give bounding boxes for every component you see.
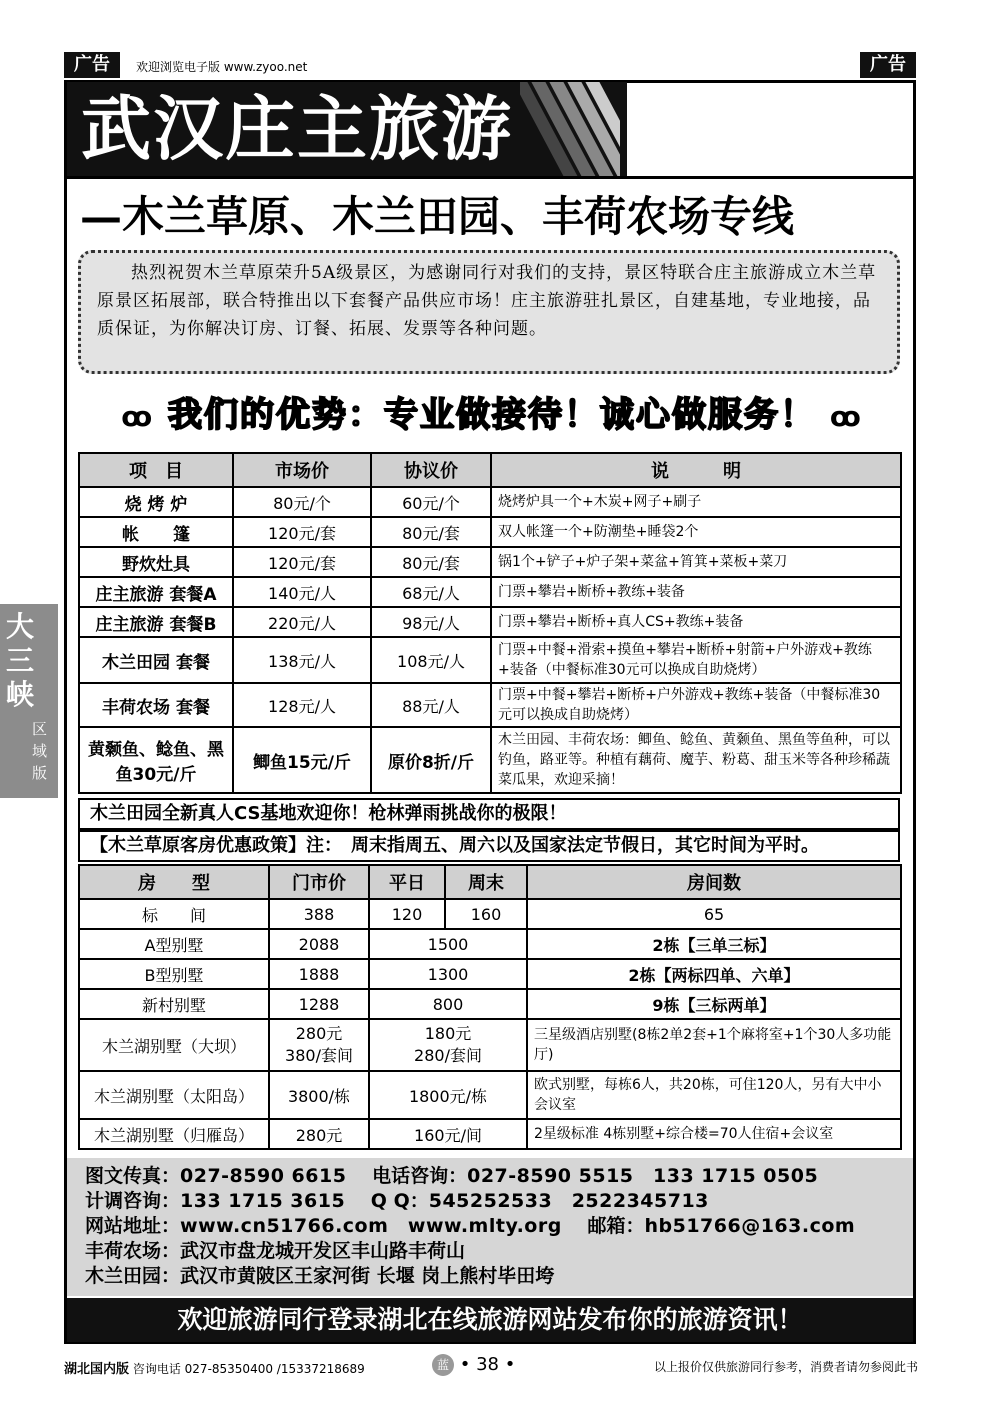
footer-disclaimer: 以上报价仅供旅游同行参考，消费者请勿参阅此书 xyxy=(653,1360,918,1374)
room-price: 1800元/栋 xyxy=(369,1071,527,1119)
room-rack: 388 xyxy=(269,899,369,929)
room-type: B型别墅 xyxy=(79,959,269,989)
deal-price: 60元/个 xyxy=(371,487,491,517)
item-desc: 门票+中餐+攀岩+断桥+户外游戏+教练+装备（中餐标准30元可以换成自助烧烤） xyxy=(491,683,901,727)
website-link[interactable]: www.cn51766.com www.mlty.org xyxy=(180,1215,562,1237)
room-rack: 1888 xyxy=(269,959,369,989)
col-header-weekend: 周末 xyxy=(445,865,527,899)
contact-line-fenghe xyxy=(85,1239,895,1264)
table-row xyxy=(79,607,901,637)
table-row xyxy=(79,577,901,607)
item-name: 庄主旅游 套餐A xyxy=(79,577,233,607)
fax-label: 图文传真： xyxy=(85,1165,181,1187)
contact-line-web xyxy=(85,1214,895,1239)
room-count: 三星级酒店别墅(8栋2单2套+1个麻将室+1个30人多功能厅) xyxy=(527,1019,901,1071)
header-url: 欢迎浏览电子版 www.zyoo.net xyxy=(136,60,308,74)
phone-number: 027-8590 5515 133 1715 0505 xyxy=(467,1165,819,1187)
bottom-banner: 欢迎旅游同行登录湖北在线旅游网站发布你的旅游资讯！ xyxy=(67,1298,913,1342)
col-header-item: 项 目 xyxy=(79,453,233,487)
room-rack: 2088 xyxy=(269,929,369,959)
room-type: 木兰湖别墅（归雁岛） xyxy=(79,1119,269,1149)
room-rack: 1288 xyxy=(269,989,369,1019)
deal-price: 80元/套 xyxy=(371,517,491,547)
col-header-room-type: 房 型 xyxy=(79,865,269,899)
item-desc: 门票+攀岩+断桥+真人CS+教练+装备 xyxy=(491,607,901,637)
market-price: 鲫鱼15元/斤 xyxy=(233,727,371,793)
deal-price: 80元/套 xyxy=(371,547,491,577)
room-type: 木兰湖别墅（大坝） xyxy=(79,1019,269,1071)
item-desc: 锅1个+铲子+炉子架+菜盆+筲箕+菜板+菜刀 xyxy=(491,547,901,577)
contact-line-fax xyxy=(85,1164,895,1189)
item-name: 黄颡鱼、鲶鱼、黑鱼30元/斤 xyxy=(79,727,233,793)
fenghe-label: 丰荷农场： xyxy=(85,1240,181,1262)
mulan-address: 武汉市黄陂区王家河街 长堰 岗上熊村毕田垮 xyxy=(180,1265,555,1287)
market-price: 138元/人 xyxy=(233,637,371,683)
col-header-market: 市场价 xyxy=(233,453,371,487)
table-row xyxy=(79,547,901,577)
room-count: 欧式别墅，每栋6人，共20栋，可住120人，另有大中小会议室 xyxy=(527,1071,901,1119)
room-count: 9栋【三标两单】 xyxy=(527,989,901,1019)
item-name: 庄主旅游 套餐B xyxy=(79,607,233,637)
table-row xyxy=(79,1019,901,1071)
room-type: A型别墅 xyxy=(79,929,269,959)
col-header-rack: 门市价 xyxy=(269,865,369,899)
mulan-label: 木兰田园： xyxy=(85,1265,181,1287)
market-price: 128元/人 xyxy=(233,683,371,727)
policy-banner: 【木兰草原客房优惠政策】注： 周末指周五、周六以及国家法定节假日，其它时间为平时。 xyxy=(78,830,900,862)
table-row xyxy=(79,517,901,547)
slogan xyxy=(74,390,910,440)
room-price: 800 xyxy=(369,989,527,1019)
price-table-header xyxy=(79,453,901,487)
item-name: 野炊灶具 xyxy=(79,547,233,577)
item-desc: 双人帐篷一个+防潮垫+睡袋2个 xyxy=(491,517,901,547)
item-name: 木兰田园 套餐 xyxy=(79,637,233,683)
room-price: 160元/间 xyxy=(369,1119,527,1149)
table-row xyxy=(79,899,901,929)
coord-number: 133 1715 3615 xyxy=(180,1190,346,1212)
room-count: 2栋【三单三标】 xyxy=(527,929,901,959)
item-desc: 门票+中餐+滑索+摸鱼+攀岩+断桥+射箭+户外游戏+教练+装备（中餐标准30元可以换成自助烧烤） xyxy=(491,637,901,683)
room-type: 木兰湖别墅（太阳岛） xyxy=(79,1071,269,1119)
col-header-weekday: 平日 xyxy=(369,865,445,899)
side-tab-title: 大三峡 xyxy=(6,610,35,711)
web-label: 网站地址： xyxy=(85,1215,181,1237)
contact-block xyxy=(67,1158,913,1296)
table-row xyxy=(79,1119,901,1149)
slogan-text: 我们的优势：专业做接待！诚心做服务！ xyxy=(168,395,816,435)
room-rack: 3800/栋 xyxy=(269,1071,369,1119)
table-row xyxy=(79,959,901,989)
room-price: 1300 xyxy=(369,959,527,989)
coord-label: 计调咨询： xyxy=(85,1190,181,1212)
item-desc: 烧烤炉具一个+木炭+网子+刷子 xyxy=(491,487,901,517)
edition-badge-icon: 蓝 xyxy=(432,1354,454,1376)
market-price: 120元/套 xyxy=(233,517,371,547)
fax-number: 027-8590 6615 xyxy=(180,1165,347,1187)
room-rack: 280元 380/套间 xyxy=(269,1019,369,1071)
table-row xyxy=(79,989,901,1019)
deal-price: 108元/人 xyxy=(371,637,491,683)
room-type: 标 间 xyxy=(79,899,269,929)
market-price: 140元/人 xyxy=(233,577,371,607)
room-weekend: 160 xyxy=(445,899,527,929)
table-row xyxy=(79,487,901,517)
curl-left-icon: ꝏ xyxy=(121,400,155,433)
side-tab xyxy=(0,604,58,798)
contact-line-mulan xyxy=(85,1264,895,1289)
email-link[interactable]: hb51766@163.com xyxy=(644,1215,856,1237)
room-price: 180元 280/套间 xyxy=(369,1019,527,1071)
price-table xyxy=(78,452,902,794)
col-header-desc: 说 明 xyxy=(491,453,901,487)
item-name: 丰荷农场 套餐 xyxy=(79,683,233,727)
room-table-header xyxy=(79,865,901,899)
item-name: 帐 篷 xyxy=(79,517,233,547)
curl-right-icon: ꝏ xyxy=(829,400,863,433)
contact-line-coord xyxy=(85,1189,895,1214)
table-row xyxy=(79,1071,901,1119)
room-count: 2栋【两标四单、六单】 xyxy=(527,959,901,989)
footer-edition: 湖北国内版 xyxy=(64,1362,130,1377)
mail-label: 邮箱： xyxy=(587,1215,645,1237)
room-rack: 280元 xyxy=(269,1119,369,1149)
page-title: 武汉庄主旅游 xyxy=(67,82,627,176)
fenghe-address: 武汉市盘龙城开发区丰山路丰荷山 xyxy=(180,1240,466,1262)
phone-label: 电话咨询： xyxy=(372,1165,468,1187)
qq-number: 545252533 2522345713 xyxy=(428,1190,709,1212)
market-price: 80元/个 xyxy=(233,487,371,517)
intro-text: 热烈祝贺木兰草原荣升5A级景区，为感谢同行对我们的支持，景区特联合庄主旅游成立木兰草原景区拓展部，联合特推出以下套餐产品供应市场！庄主旅游驻扎景区，自建基地，专业地接，品质保证，为你解决订房、订餐、拓展、发票等各种问题。 xyxy=(78,250,900,374)
col-header-count: 房间数 xyxy=(527,865,901,899)
qq-label: Q Q： xyxy=(370,1190,429,1212)
col-header-deal: 协议价 xyxy=(371,453,491,487)
table-row xyxy=(79,683,901,727)
page-number: 38 xyxy=(476,1354,499,1375)
table-row xyxy=(79,727,901,793)
deal-price: 88元/人 xyxy=(371,683,491,727)
table-row xyxy=(79,637,901,683)
room-table xyxy=(78,864,902,1150)
market-price: 220元/人 xyxy=(233,607,371,637)
ad-tag-left: 广告 xyxy=(64,52,120,78)
subtitle: —木兰草原、木兰田园、丰荷农场专线 xyxy=(80,192,795,241)
footer-contact: 咨询电话 027-85350400 /15337218689 xyxy=(132,1362,365,1376)
deal-price: 原价8折/斤 xyxy=(371,727,491,793)
side-tab-subtitle: 区域版 xyxy=(32,720,48,782)
title-stripes-decoration xyxy=(520,82,620,176)
room-type: 新村别墅 xyxy=(79,989,269,1019)
item-desc: 木兰田园、丰荷农场：鲫鱼、鲶鱼、黄颡鱼、黑鱼等鱼种，可以钓鱼，路亚等。种植有藕荷、魔芋、粉葛、甜玉米等各种珍稀蔬菜瓜果，欢迎采摘！ xyxy=(491,727,901,793)
table-row xyxy=(79,929,901,959)
room-weekday: 120 xyxy=(369,899,445,929)
title-rule xyxy=(67,176,913,179)
item-desc: 门票+攀岩+断桥+教练+装备 xyxy=(491,577,901,607)
room-count: 2星级标准 4栋别墅+综合楼=70人住宿+会议室 xyxy=(527,1119,901,1149)
deal-price: 98元/人 xyxy=(371,607,491,637)
footer-page: 蓝 • 38 • xyxy=(432,1354,515,1376)
footer-left xyxy=(64,1358,365,1377)
market-price: 120元/套 xyxy=(233,547,371,577)
ad-tag-right: 广告 xyxy=(860,52,916,78)
room-price: 1500 xyxy=(369,929,527,959)
cs-banner: 木兰田园全新真人CS基地欢迎你！枪林弹雨挑战你的极限！ xyxy=(78,798,900,830)
item-name: 烧 烤 炉 xyxy=(79,487,233,517)
room-count: 65 xyxy=(527,899,901,929)
deal-price: 68元/人 xyxy=(371,577,491,607)
